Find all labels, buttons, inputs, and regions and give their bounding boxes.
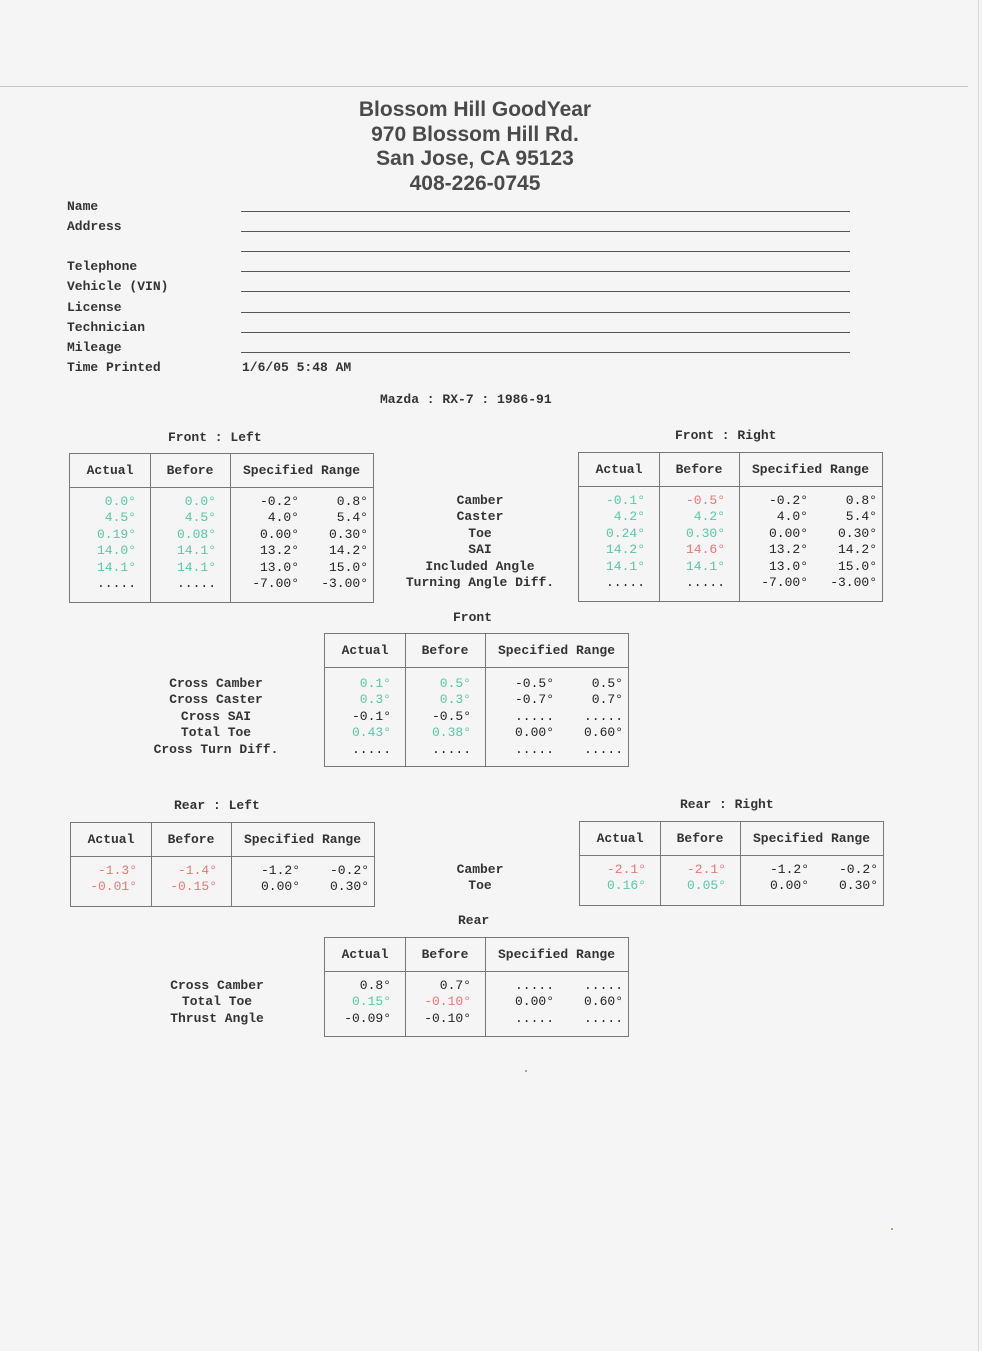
cell-a: -0.1° xyxy=(605,493,645,508)
cell-max: 0.30° xyxy=(329,879,369,895)
cell-b: 0.7° xyxy=(439,978,471,993)
header-divider xyxy=(71,856,374,857)
front-right-table xyxy=(578,452,883,602)
cell-max: ..... xyxy=(583,1010,623,1026)
cell-a: -0.1° xyxy=(351,708,391,724)
cell-max: 14.2° xyxy=(837,542,877,558)
cell-max: -0.2° xyxy=(329,863,369,878)
cell-min: 0.00° xyxy=(259,526,299,542)
header-divider xyxy=(70,487,373,488)
cell-a: 0.0° xyxy=(104,494,136,509)
vehicle-label: Vehicle (VIN) xyxy=(67,279,169,294)
cell-max: 0.30° xyxy=(837,525,877,541)
cell-max: 0.30° xyxy=(838,878,878,894)
cell-max: 0.8° xyxy=(336,494,368,509)
cell-min: -0.7° xyxy=(514,692,554,708)
header-before: Before xyxy=(421,643,469,658)
header-divider xyxy=(579,486,882,487)
cell-a: 0.43° xyxy=(351,725,391,741)
cell-b: 4.5° xyxy=(184,510,216,526)
rear-right-table xyxy=(579,821,884,906)
header-specified: Specified Range xyxy=(243,832,362,847)
telephone-label: Telephone xyxy=(67,259,138,274)
cell-a: 0.16° xyxy=(606,878,646,894)
cell-min: -0.2° xyxy=(259,494,299,509)
cell-a: -0.01° xyxy=(90,879,137,895)
vehicle-line xyxy=(241,291,850,292)
address-line-1 xyxy=(241,231,850,232)
cell-b: -0.10° xyxy=(424,994,471,1010)
front-row-label: Camber xyxy=(456,493,504,508)
cell-min: 13.0° xyxy=(259,559,299,575)
header-divider xyxy=(325,667,628,668)
cell-a: -1.3° xyxy=(97,863,137,878)
cell-max: -0.2° xyxy=(838,862,878,877)
cell-b: -2.1° xyxy=(686,862,726,877)
cell-b: ..... xyxy=(176,576,216,591)
header-specified: Specified Range xyxy=(497,947,616,962)
rear-right-title: Rear : Right xyxy=(680,797,774,812)
cell-max: 0.8° xyxy=(845,493,877,508)
header-specified: Specified Range xyxy=(752,831,871,846)
cell-b: 0.05° xyxy=(686,878,726,894)
front-row-label: SAI xyxy=(468,542,492,558)
header-specified: Specified Range xyxy=(497,643,616,658)
front-cross-row-label: Cross Camber xyxy=(169,676,263,691)
shop-address: 970 Blossom Hill Rd. xyxy=(371,122,579,146)
front-row-label: Caster xyxy=(456,509,504,525)
header-divider xyxy=(325,971,628,972)
cell-a: 0.8° xyxy=(359,978,391,993)
cell-min: 0.00° xyxy=(514,725,554,741)
cell-max: 0.7° xyxy=(591,692,623,708)
front-cross-title: Front xyxy=(453,610,493,625)
front-cross-row-label: Total Toe xyxy=(180,725,252,741)
cell-b: 4.2° xyxy=(693,509,725,525)
front-row-label: Included Angle xyxy=(425,558,535,574)
cell-b: -0.10° xyxy=(424,1010,471,1026)
rear-cross-table xyxy=(324,937,629,1037)
cell-min: 0.00° xyxy=(768,525,808,541)
cell-max: 0.60° xyxy=(583,725,623,741)
cell-a: 14.1° xyxy=(605,558,645,574)
cell-min: ..... xyxy=(514,1010,554,1026)
header-before: Before xyxy=(676,831,724,846)
cell-b: 14.1° xyxy=(176,543,216,559)
vehicle-spec: Mazda : RX-7 : 1986-91 xyxy=(380,392,552,407)
cell-min: -0.2° xyxy=(768,493,808,508)
cell-a: 4.5° xyxy=(104,510,136,526)
header-before: Before xyxy=(421,947,469,962)
cell-a: -0.09° xyxy=(344,1010,391,1026)
cell-b: ..... xyxy=(431,741,471,757)
cell-b: 0.08° xyxy=(176,526,216,542)
cell-max: ..... xyxy=(583,978,623,993)
cell-min: 13.0° xyxy=(768,558,808,574)
cell-min: ..... xyxy=(514,978,554,993)
shop-header xyxy=(330,98,620,196)
cell-b: 0.38° xyxy=(431,725,471,741)
header-actual: Actual xyxy=(596,831,644,846)
header-before: Before xyxy=(675,462,723,477)
header-before: Before xyxy=(166,463,214,478)
cell-a: 0.19° xyxy=(96,526,136,542)
cell-b: 0.3° xyxy=(439,692,471,708)
page-top-rule xyxy=(0,86,968,87)
cell-b: 14.1° xyxy=(176,559,216,575)
cell-b: 0.30° xyxy=(685,525,725,541)
cell-b: ..... xyxy=(685,575,725,590)
cell-min: ..... xyxy=(514,708,554,724)
time-printed-label: Time Printed xyxy=(67,360,161,375)
mileage-line xyxy=(241,352,850,353)
rear-row-label: Toe xyxy=(468,878,492,894)
front-cross-row-label: Cross Turn Diff. xyxy=(153,741,279,757)
telephone-line xyxy=(241,271,850,272)
shop-city: San Jose, CA 95123 xyxy=(376,147,574,170)
header-divider xyxy=(580,855,883,856)
cell-max: -3.00° xyxy=(321,576,368,591)
rear-left-table xyxy=(70,822,375,907)
cell-min: -1.2° xyxy=(769,862,809,877)
cell-max: 15.0° xyxy=(328,559,368,575)
cell-b: -0.5° xyxy=(431,708,471,724)
cell-a: 0.15° xyxy=(351,994,391,1010)
technician-line xyxy=(241,332,850,333)
front-left-title: Front : Left xyxy=(168,430,262,445)
cell-max: 0.5° xyxy=(591,676,623,691)
cell-a: 0.3° xyxy=(359,692,391,708)
cell-a: -2.1° xyxy=(606,862,646,877)
rear-row-label: Camber xyxy=(456,862,504,877)
cell-min: 0.00° xyxy=(260,879,300,895)
front-cross-row-label: Cross SAI xyxy=(180,708,252,724)
page-right-edge xyxy=(978,0,979,1351)
header-before: Before xyxy=(167,832,215,847)
cell-a: 14.0° xyxy=(96,543,136,559)
rear-cross-row-label: Thrust Angle xyxy=(170,1010,264,1026)
cell-a: 0.1° xyxy=(359,676,391,691)
rear-left-title: Rear : Left xyxy=(174,798,260,813)
header-actual: Actual xyxy=(341,643,389,658)
cell-max: 5.4° xyxy=(336,510,368,526)
cell-min: -0.5° xyxy=(514,676,554,691)
cell-max: 0.30° xyxy=(328,526,368,542)
rear-cross-row-label: Total Toe xyxy=(181,994,253,1010)
license-label: License xyxy=(67,300,122,315)
cell-a: 14.2° xyxy=(605,542,645,558)
name-line xyxy=(241,211,850,212)
technician-label: Technician xyxy=(67,320,146,335)
cell-a: 14.1° xyxy=(96,559,136,575)
header-actual: Actual xyxy=(341,947,389,962)
front-right-title: Front : Right xyxy=(675,428,777,443)
cell-max: ..... xyxy=(583,708,623,724)
front-row-label: Toe xyxy=(468,525,492,541)
cell-min: 0.00° xyxy=(769,878,809,894)
header-actual: Actual xyxy=(86,463,134,478)
cell-b: -0.15° xyxy=(170,879,217,895)
cell-max: 15.0° xyxy=(837,558,877,574)
header-specified: Specified Range xyxy=(242,463,361,478)
name-label: Name xyxy=(67,199,99,214)
front-cross-row-label: Cross Caster xyxy=(169,692,263,708)
cell-min: -7.00° xyxy=(252,576,299,591)
cell-min: 4.0° xyxy=(267,510,299,526)
address-label: Address xyxy=(67,219,122,234)
cell-a: ..... xyxy=(351,741,391,757)
cell-b: 14.1° xyxy=(685,558,725,574)
shop-name: Blossom Hill GoodYear xyxy=(358,98,592,121)
license-line xyxy=(241,312,850,313)
front-row-label: Turning Angle Diff. xyxy=(405,575,555,590)
cell-min: 13.2° xyxy=(259,543,299,559)
address-line-2 xyxy=(241,251,850,252)
time-printed-value: 1/6/05 5:48 AM xyxy=(242,360,352,375)
cell-a: ..... xyxy=(605,575,645,590)
rear-cross-title: Rear xyxy=(458,913,490,928)
cell-max: 14.2° xyxy=(328,543,368,559)
cell-b: 0.0° xyxy=(184,494,216,509)
cell-a: ..... xyxy=(96,576,136,591)
cell-b: -1.4° xyxy=(177,863,217,878)
scan-speck xyxy=(891,1228,893,1230)
shop-phone: 408-226-0745 xyxy=(409,171,541,195)
scan-speck xyxy=(525,1070,527,1072)
cell-min: 4.0° xyxy=(776,509,808,525)
cell-max: 5.4° xyxy=(845,509,877,525)
cell-min: -7.00° xyxy=(761,575,808,590)
front-left-table xyxy=(69,453,374,603)
header-actual: Actual xyxy=(87,832,135,847)
cell-max: ..... xyxy=(583,741,623,757)
cell-min: -1.2° xyxy=(260,863,300,878)
cell-max: -3.00° xyxy=(830,575,877,590)
front-cross-table xyxy=(324,633,629,767)
rear-cross-row-label: Cross Camber xyxy=(170,978,264,993)
cell-min: ..... xyxy=(514,741,554,757)
cell-a: 0.24° xyxy=(605,525,645,541)
cell-b: 14.6° xyxy=(685,542,725,558)
cell-b: -0.5° xyxy=(685,493,725,508)
cell-max: 0.60° xyxy=(583,994,623,1010)
cell-a: 4.2° xyxy=(613,509,645,525)
cell-min: 0.00° xyxy=(514,994,554,1010)
cell-b: 0.5° xyxy=(439,676,471,691)
header-specified: Specified Range xyxy=(751,462,870,477)
cell-min: 13.2° xyxy=(768,542,808,558)
header-actual: Actual xyxy=(595,462,643,477)
mileage-label: Mileage xyxy=(67,340,122,355)
